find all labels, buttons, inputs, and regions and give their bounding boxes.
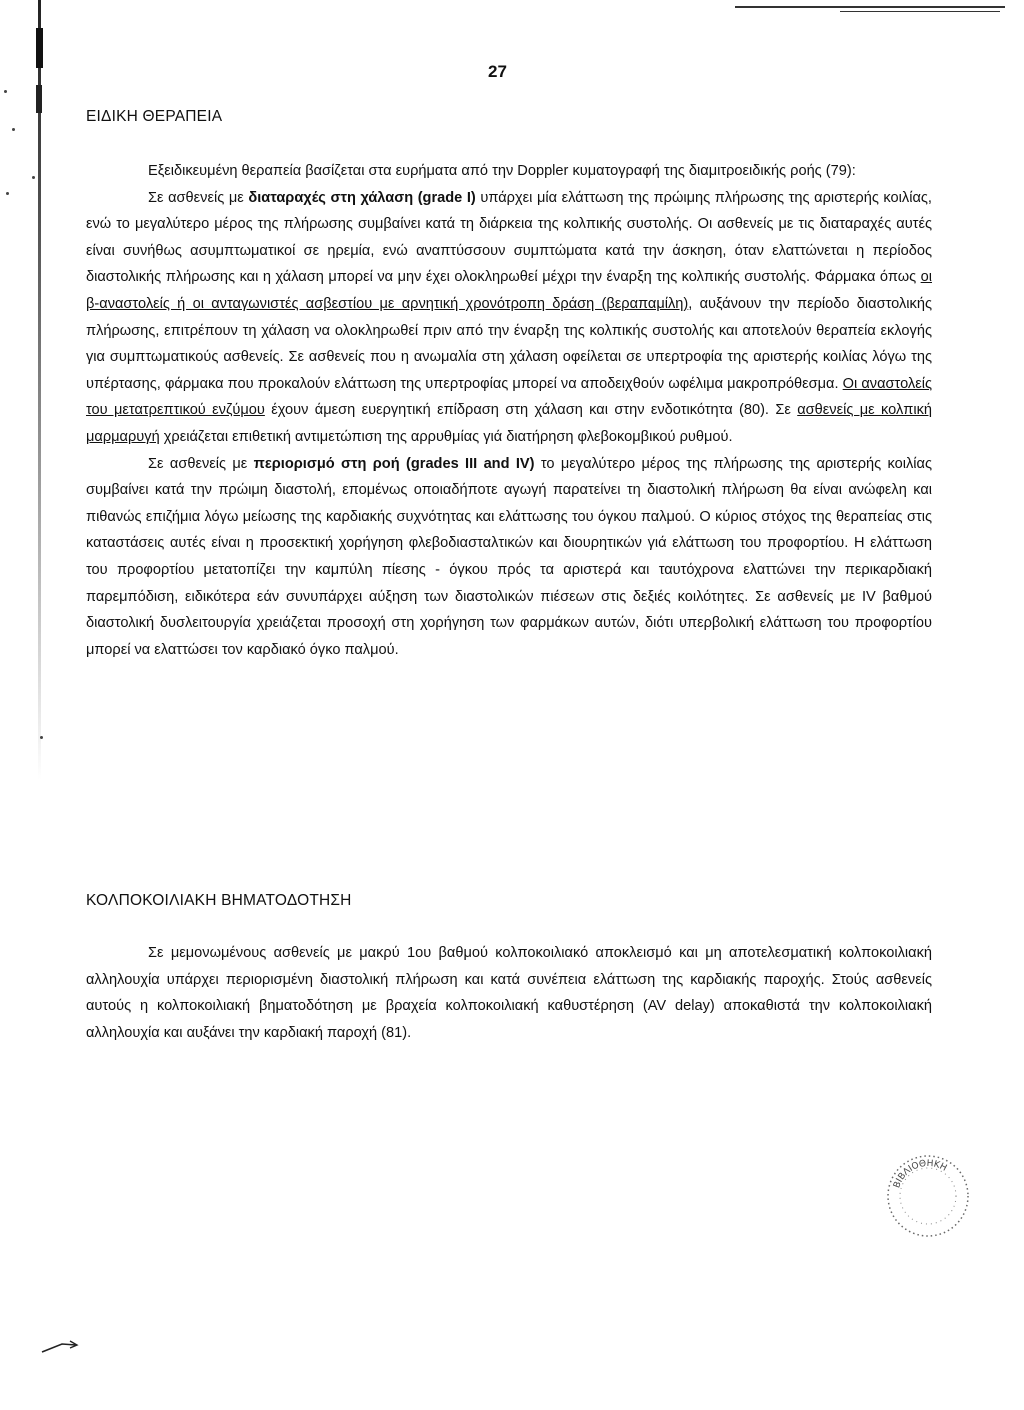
corner-arrow-mark: [40, 1336, 80, 1356]
paragraph: Σε μεμονωμένους ασθενείς με μακρύ 1ου βαθμού κολποκοιλιακό αποκλεισμό και μη αποτελεσματική κολποκοιλιακή αλληλουχία υπάρχει περιορισμένη διαστολική πλήρωση και κατά συνέπεια ελάττωση της καρδιακής παροχής. Στούς ασθενείς αυτούς η κολποκοιλιακή βηματοδότηση με βραχεία κολποκοιλιακή καθυστέρηση (AV delay) αποκαθιστά την κολποκοιλιακή αλληλουχία και αυξάνει την καρδιακή παροχή (81).: [86, 945, 932, 1041]
scan-speck: [4, 90, 7, 93]
scan-speck: [32, 176, 35, 179]
scan-speck: [12, 128, 15, 131]
paragraph: Σε ασθενείς με περιορισμό στη ροή (grades III and IV) το μεγαλύτερο μέρος της πλήρωσης της αριστερής κοιλίας συμβαίνει κατά την πρώιμη διαστολή, επομένως οποιαδήποτε αγωγή παρατείνει τη διαστολική πλήρωση θα είναι ανώφελη και πιθανώς επιζήμια λόγω μείωσης της καρδιακής συχνότητας και ελάττωσης του όγκου παλμού. Ο κύριος στόχος της θεραπείας στις καταστάσεις αυτές είναι η προσεκτική χορήγηση φλεβοδιασταλτικών και διουρητικών γιά ελάττωση του προφορτίου. Η ελάττωση του προφορτίου μετατοπίζει την καμπύλη πίεσης - όγκου πρός τα αριστερά και ταυτόχρονα ελαττώνει την περικαρδιακή παρεμπόδιση, ειδικότερα εάν συνυπάρχει αύξηση των διαστολικών πιέσεων στις δεξιές κοιλότητες. Σε ασθενείς με IV βαθμού διαστολική δυσλειτουργία χρειάζεται προσοχή στη χορήγηση των φαρμάκων αυτών, διότι υπερβολική ελάττωση του προφορτίου μπορεί να ελαττώσει τον καρδιακό όγκο παλμού.: [86, 455, 932, 658]
paragraph: Σε ασθενείς με διαταραχές στη χάλαση (grade I) υπάρχει μία ελάττωση της πρώιμης πλήρωσης της αριστερής κοιλίας, ενώ το μεγαλύτερο μέρος της πλήρωσης συμβαίνει κατά τη διάρκεια της κολπικής συστολής. Οι ασθενείς με τις διαταραχές αυτές είναι συνήθως ασυμπτωματικοί σε ηρεμία, ενώ αναπτύσσουν συμπτώματα κατά την άσκηση, όταν ελαττώνεται η περίοδος διαστολικής πλήρωσης και η χάλαση μπορεί να μην έχει ολοκληρωθεί μέχρι την έναρξη της κολπικής συστολής. Φάρμακα όπως οι β-αναστολείς ή οι ανταγωνιστές ασβεστίου με αρνητική χρονότροπη δράση (βεραπαμίλη), αυξάνουν την περίοδο διαστολικής πλήρωσης, επιτρέπουν τη χάλαση να ολοκληρωθεί πριν από την έναρξη της κολπικής συστολής και αποτελούν θεραπεία εκλογής για συμπτωματικούς ασθενείς. Σε ασθενείς που η ανωμαλία στη χάλαση οφείλεται σε υπερτροφία της αριστερής κοιλίας λόγω της υπέρτασης, φάρμακα που προκαλούν ελάττωση της υπερτροφίας μπορεί να αποδειχθούν ωφέλιμα μακροπρόθεσμα. Οι αναστολείς του μετατρεπτικού ενζύμου έχουν άμεση ευεργητική επίδραση στη χάλαση και στην ενδοτικότητα (80). Σε ασθενείς με κολπική μαρμαρυγή χρειάζεται επιθετική αντιμετώπιση της αρρυθμίας γιά διατήρηση φλεβοκομβικού ρυθμού.: [86, 189, 932, 445]
bold-term: διαταραχές στη χάλαση (grade I): [248, 189, 476, 206]
section-heading-special-therapy: ΕΙΔΙΚΗ ΘΕΡΑΠΕΙΑ: [86, 108, 223, 125]
scan-mark: [36, 85, 42, 113]
scan-speck: [6, 192, 9, 195]
library-stamp: [880, 1148, 976, 1244]
scan-mark: [36, 28, 43, 68]
underlined-term: ασθενείς με κολπική μαρμαρυγή: [86, 402, 932, 445]
svg-text:ΒΙΒΛΙΟΘΗΚΗ: ΒΙΒΛΙΟΘΗΚΗ: [892, 1158, 949, 1190]
underlined-term: οι β-αναστολείς ή οι ανταγωνιστές ασβεστίου με αρνητική χρονότροπη δράση (βεραπαμίλη): [86, 269, 932, 312]
underlined-term: Οι αναστολείς του μετατρεπτικού ενζύμου: [86, 375, 932, 419]
bold-term: περιορισμό στη ροή (grades III and IV): [253, 455, 535, 472]
paragraph: Εξειδικευμένη θεραπεία βασίζεται στα ευρήματα από την Doppler κυματογραφή της διαμιτροειδικής ροής (79):: [148, 163, 856, 179]
scan-line: [735, 6, 1005, 8]
body-text-block: [86, 158, 932, 663]
scan-line: [840, 11, 1000, 12]
scan-edge-left: [38, 0, 41, 780]
section-heading-av-pacing: ΚΟΛΠΟΚΟΙΛΙΑΚΗ ΒΗΜΑΤΟΔΟΤΗΣΗ: [86, 892, 352, 909]
page-number: 27: [488, 62, 507, 81]
scan-speck: [40, 736, 43, 739]
body-text-block: [86, 940, 932, 1046]
